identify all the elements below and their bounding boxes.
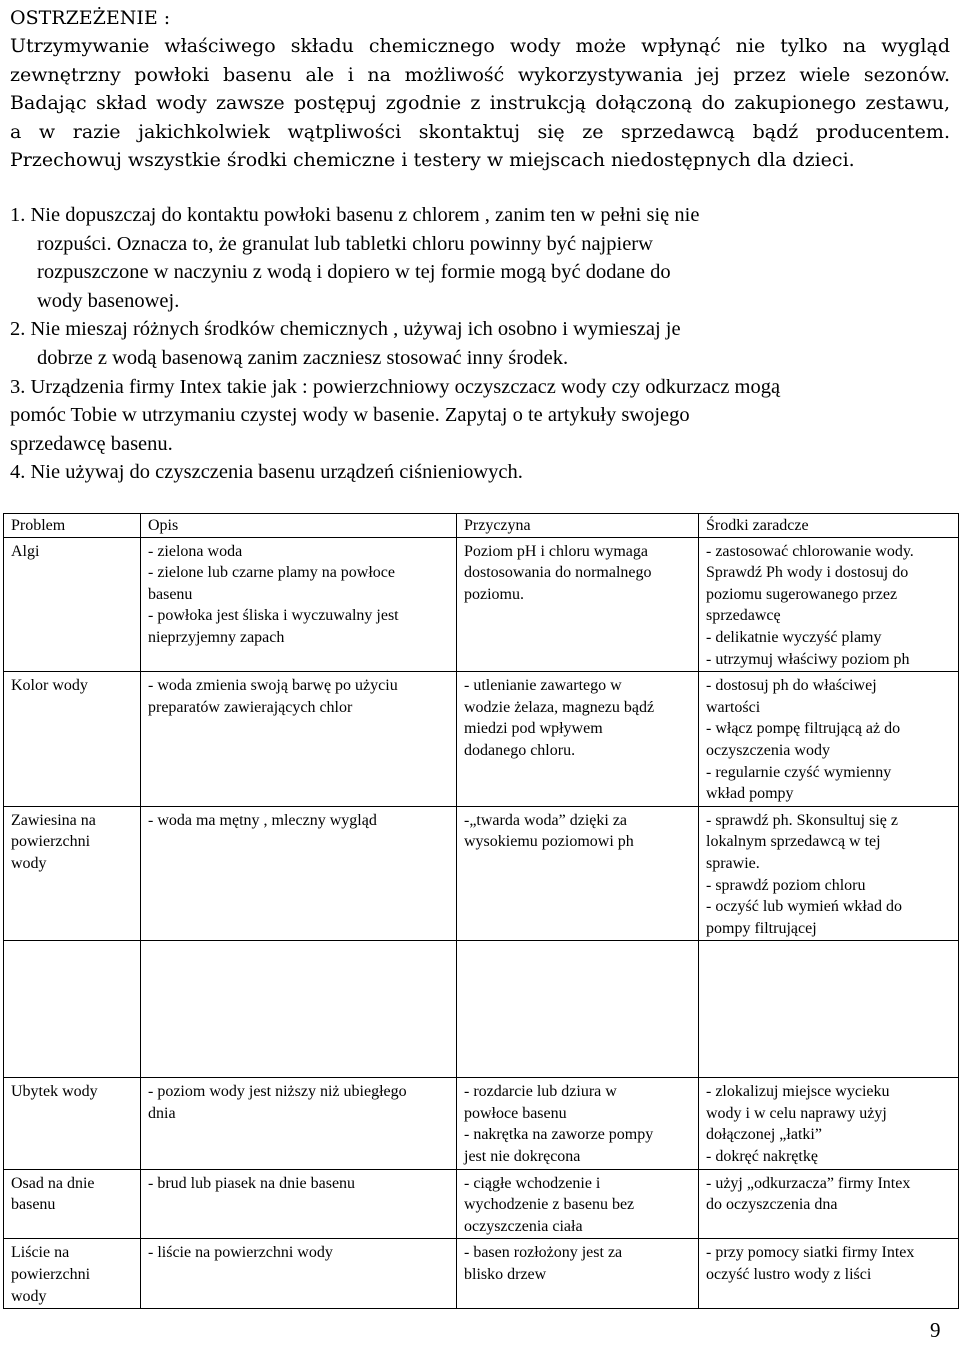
problem-cell (4, 1078, 141, 1169)
opis-cell (141, 1169, 457, 1239)
cell-line: - brud lub piasek na dnie basenu (148, 1174, 356, 1192)
przyczyna-cell (457, 672, 699, 807)
cell-line: Liście na (11, 1244, 70, 1262)
cell-line: dołączonej „łatki” (706, 1126, 822, 1144)
instruction-line: rozpuszczone w naczyniu z wodą i dopiero w tej formie mogą być dodane do (37, 261, 671, 284)
cell-line: wody (11, 854, 47, 872)
cell-line: lokalnym sprzedawcą w tej (706, 833, 881, 851)
cell-line: Zawiesina na (11, 811, 96, 829)
cell-line: - zielona woda (148, 542, 243, 560)
cell-line: - regularnie czyść wymienny (706, 763, 892, 781)
srodki-cell (699, 1239, 959, 1309)
table-row (4, 1239, 959, 1309)
cell-line: preparatów zawierających chlor (148, 698, 353, 716)
cell-line: - powłoka jest śliska i wyczuwalny jest (148, 607, 399, 625)
table-spacer-row (4, 941, 959, 1078)
instruction-line: 3. Urządzenia firmy Intex takie jak : powierzchniowy oczyszczacz wody czy odkurzacz mogą (10, 375, 781, 398)
instruction-line: wody basenowej. (37, 289, 180, 312)
cell-line: - basen rozłożony jest za (464, 1244, 623, 1262)
header-problem: Problem (4, 514, 141, 538)
table-header-row (4, 514, 959, 538)
cell-line: wartości (706, 698, 761, 716)
instruction-line: sprzedawcę basenu. (10, 432, 173, 455)
cell-line: - ciągłe wchodzenie i (464, 1174, 601, 1192)
cell-line: oczyść lustro wody z liści (706, 1266, 872, 1284)
cell-line: dnia (148, 1104, 176, 1122)
cell-line: wkład pompy (706, 785, 794, 803)
opis-cell (141, 1239, 457, 1309)
table-row (4, 672, 959, 807)
cell-line: - użyj „odkurzacza” firmy Intex (706, 1174, 911, 1192)
cell-line: - nakrętka na zaworze pompy (464, 1126, 654, 1144)
cell-line: - rozdarcie lub dziura w (464, 1083, 617, 1101)
instruction-line: dobrze z wodą basenową zanim zaczniesz stosować inny środek. (37, 346, 569, 369)
cell-line: Algi (11, 542, 40, 560)
cell-line: wody (11, 1287, 47, 1305)
problem-cell (4, 1239, 141, 1309)
srodki-cell (699, 537, 959, 672)
przyczyna-cell (457, 1078, 699, 1169)
opis-cell (141, 1078, 457, 1169)
warning-paragraph (10, 32, 950, 175)
spacer-cell (4, 941, 141, 1078)
cell-line: nieprzyjemny zapach (148, 628, 285, 646)
cell-line: - oczyść lub wymień wkład do (706, 898, 902, 916)
cell-line: - poziom wody jest niższy niż ubiegłego (148, 1083, 407, 1101)
cell-line: - woda ma mętny , mleczny wygląd (148, 811, 377, 829)
srodki-cell (699, 1169, 959, 1239)
cell-line: Poziom pH i chloru wymaga (464, 542, 648, 560)
warning-line: a w razie jakichkolwiek wątpliwości skontaktuj się ze sprzedawcą bądź producentem. (10, 120, 950, 143)
warning-line: Badając skład wody zawsze postępuj zgodnie z instrukcją dołączoną do zakupionego zestawu, (10, 92, 950, 114)
instruction-line: 1. Nie dopuszczaj do kontaktu powłoki basenu z chlorem , zanim ten w pełni się nie (10, 204, 700, 226)
cell-line: - dokręć nakrętkę (706, 1148, 818, 1166)
cell-line: -„twarda woda” dzięki za (464, 811, 628, 829)
header-opis: Opis (141, 514, 457, 538)
warning-line: zewnętrzny powłoki basenu ale i na możliwość wykorzystywania jej przez wiele sezonów. (10, 63, 950, 86)
cell-line: - liście na powierzchni wody (148, 1244, 333, 1262)
cell-line: Sprawdź Ph wody i dostosuj do (706, 564, 909, 582)
cell-line: dostosowania do normalnego (464, 564, 652, 582)
cell-line: oczyszczenia wody (706, 741, 830, 759)
cell-line: - zastosować chlorowanie wody. (706, 542, 914, 560)
instruction-line: 2. Nie mieszaj różnych środków chemicznych , używaj ich osobno i wymieszaj je (10, 318, 681, 341)
cell-line: - przy pomocy siatki firmy Intex (706, 1244, 915, 1262)
cell-line: - zlokalizuj miejsce wycieku (706, 1083, 890, 1101)
cell-line: powierzchni (11, 1266, 91, 1284)
cell-line: miedzi pod wpływem (464, 720, 603, 738)
cell-line: - włącz pompę filtrującą aż do (706, 720, 901, 738)
problem-cell (4, 806, 141, 941)
cell-line: poziomu. (464, 585, 524, 603)
table-row (4, 1078, 959, 1169)
table-row (4, 537, 959, 672)
warning-title: OSTRZEŻENIE : (10, 7, 171, 29)
cell-line: blisko drzew (464, 1266, 547, 1284)
cell-line: - sprawdź ph. Skonsultuj się z (706, 811, 898, 829)
spacer-cell (699, 941, 959, 1078)
table-row (4, 806, 959, 941)
przyczyna-cell (457, 806, 699, 941)
cell-line: poziomu sugerowanego przez (706, 585, 898, 603)
cell-line: - zielone lub czarne plamy na powłoce (148, 564, 395, 582)
warning-line: Przechowuj wszystkie środki chemiczne i testery w miejscach niedostępnych dla dzieci. (10, 149, 855, 171)
cell-line: oczyszczenia ciała (464, 1217, 583, 1235)
warning-line: Utrzymywanie właściwego składu chemicznego wody może wpłynąć nie tylko na wygląd (10, 35, 950, 57)
przyczyna-cell (457, 1169, 699, 1239)
srodki-cell (699, 672, 959, 807)
table-row (4, 1169, 959, 1239)
cell-line: wychodzenie z basenu bez (464, 1196, 635, 1214)
cell-line: dodanego chloru. (464, 741, 576, 759)
cell-line: wysokiemu poziomowi ph (464, 833, 634, 851)
cell-line: Osad na dnie (11, 1174, 95, 1192)
cell-line: wodzie żelaza, magnezu bądź (464, 698, 655, 716)
cell-line: - sprawdź poziom chloru (706, 876, 866, 894)
cell-line: powłoce basenu (464, 1104, 567, 1122)
opis-cell (141, 806, 457, 941)
cell-line: sprawie. (706, 854, 760, 872)
srodki-cell (699, 1078, 959, 1169)
opis-cell (141, 537, 457, 672)
przyczyna-cell (457, 537, 699, 672)
instruction-line: 4. Nie używaj do czyszczenia basenu urządzeń ciśnieniowych. (10, 461, 523, 484)
cell-line: powierzchni (11, 833, 91, 851)
troubleshooting-table (3, 513, 959, 1309)
cell-line: pompy filtrującej (706, 919, 817, 937)
cell-line: basenu (148, 585, 193, 603)
cell-line: - utlenianie zawartego w (464, 677, 622, 695)
cell-line: wody i w celu naprawy użyj (706, 1104, 887, 1122)
cell-line: - utrzymuj właściwy poziom ph (706, 650, 910, 668)
header-srodki: Środki zaradcze (699, 514, 959, 538)
cell-line: basenu (11, 1196, 56, 1214)
instruction-line: pomóc Tobie w utrzymaniu czystej wody w basenie. Zapytaj o te artykuły swojego (10, 404, 690, 427)
problem-cell (4, 537, 141, 672)
problem-cell (4, 672, 141, 807)
cell-line: sprzedawcę (706, 607, 781, 625)
przyczyna-cell (457, 1239, 699, 1309)
cell-line: - delikatnie wyczyść plamy (706, 628, 882, 646)
srodki-cell (699, 806, 959, 941)
cell-line: - dostosuj ph do właściwej (706, 677, 877, 695)
spacer-cell (457, 941, 699, 1078)
cell-line: do oczyszczenia dna (706, 1196, 838, 1214)
cell-line: - woda zmienia swoją barwę po użyciu (148, 677, 398, 695)
instruction-list (10, 201, 950, 487)
cell-line: Ubytek wody (11, 1083, 98, 1101)
cell-line: jest nie dokręcona (464, 1148, 581, 1166)
cell-line: Kolor wody (11, 677, 88, 695)
page-number: 9 (930, 1318, 941, 1342)
spacer-cell (141, 941, 457, 1078)
opis-cell (141, 672, 457, 807)
problem-cell (4, 1169, 141, 1239)
header-przyczyna: Przyczyna (457, 514, 699, 538)
instruction-line: rozpuści. Oznacza to, że granulat lub tabletki chloru powinny być najpierw (37, 232, 653, 255)
